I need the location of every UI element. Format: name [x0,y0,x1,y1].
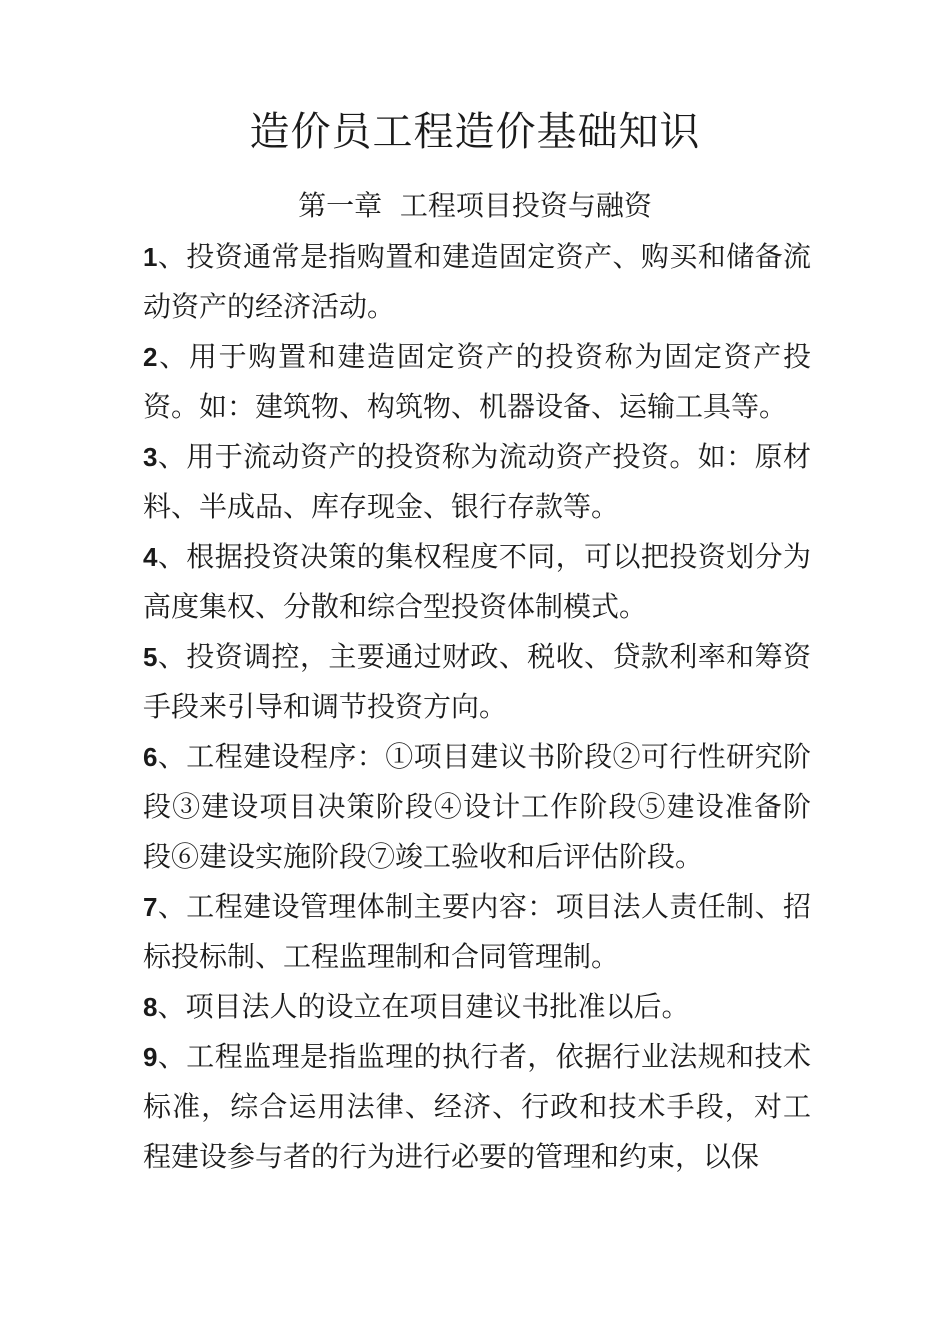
item-text: 、项目法人的设立在项目建议书批准以后。 [157,990,690,1023]
item-text: 、投资通常是指购置和建造固定资产、购买和储备流动资产的经济活动。 [143,240,811,323]
list-item [143,632,811,732]
item-number: 4 [143,542,158,572]
item-text: 、工程建设管理体制主要内容：项目法人责任制、招标投标制、工程监理制和合同管理制。 [143,890,811,973]
list-item [143,332,811,432]
item-number: 1 [143,242,158,272]
item-number: 2 [143,342,158,372]
chapter-title: 第一章 工程项目投资与融资 [298,189,652,222]
item-text: 、工程监理是指监理的执行者，依据行业法规和技术标准，综合运用法律、经济、行政和技术手段，对工程建设参与者的行为进行必要的管理和约束，以保 [143,1040,811,1173]
item-text: 、根据投资决策的集权程度不同，可以把投资划分为高度集权、分散和综合型投资体制模式。 [143,540,811,623]
item-number: 6 [143,742,158,772]
list-item [143,1032,811,1182]
item-text: 、用于购置和建造固定资产的投资称为固定资产投资。如：建筑物、构筑物、机器设备、运输工具等。 [143,340,811,423]
item-text: 、投资调控，主要通过财政、税收、贷款利率和筹资手段来引导和调节投资方向。 [143,640,811,723]
list-item [143,432,811,532]
item-text: 、工程建设程序：①项目建议书阶段②可行性研究阶段③建设项目决策阶段④设计工作阶段⑤建设准备阶段⑥建设实施阶段⑦竣工验收和后评估阶段。 [143,740,811,873]
list-item [143,732,811,882]
item-text: 、用于流动资产的投资称为流动资产投资。如：原材料、半成品、库存现金、银行存款等。 [143,440,811,523]
item-number: 7 [143,892,158,922]
document-title: 造价员工程造价基础知识 [249,109,701,155]
item-number: 3 [143,442,158,472]
item-number: 8 [143,992,158,1022]
item-number: 5 [143,642,158,672]
list-item [143,882,811,982]
list-item [143,532,811,632]
list-item [143,982,811,1032]
list-item [143,232,811,332]
item-number: 9 [143,1042,158,1072]
document-body [143,232,811,1182]
